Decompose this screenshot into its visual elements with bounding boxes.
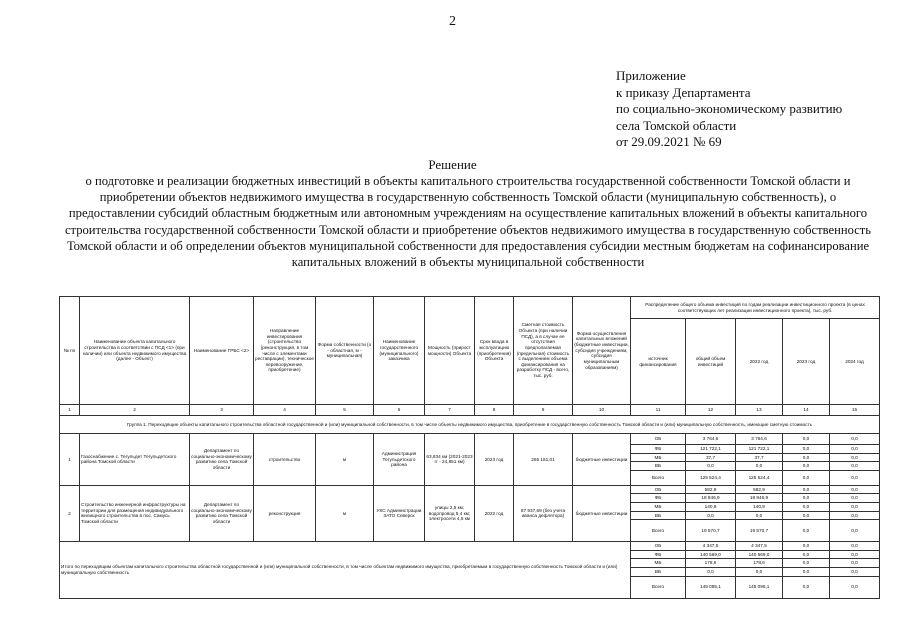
funding-total: 140,9	[686, 502, 736, 511]
funding-2022: 0,0	[736, 511, 783, 520]
funding-source: ВБ	[631, 462, 686, 471]
col-number: 3	[190, 405, 254, 416]
funding-2023: 0,0	[783, 520, 830, 542]
funding-2024: 0,0	[830, 567, 880, 576]
funding-2022: 4 347,5	[736, 542, 783, 551]
funding-total: 140 569,0	[686, 550, 736, 559]
appendix-line: к приказу Департамента	[616, 84, 751, 100]
funding-2024: 0,0	[830, 434, 880, 445]
col-number: 7	[425, 405, 475, 416]
funding-2024: 0,0	[830, 576, 880, 598]
funding-2023: 0,0	[783, 453, 830, 462]
funding-2023: 0,0	[783, 511, 830, 520]
object-term: 2023 год	[475, 434, 514, 486]
header-year-2023: 2023 год	[783, 319, 830, 405]
funding-source: Всего	[631, 470, 686, 485]
header-ownership: Форма собственности (о - областная, м - муниципальная)	[316, 297, 374, 405]
funding-2023: 0,0	[783, 576, 830, 598]
funding-source: ВБ	[631, 567, 686, 576]
col-number: 5	[316, 405, 374, 416]
funding-2024: 0,0	[830, 494, 880, 503]
funding-2022: 3 764,6	[736, 434, 783, 445]
funding-2023: 0,0	[783, 445, 830, 454]
col-number: 13	[736, 405, 783, 416]
header-object-name: Наименование объекта капитального строительства в соответствии с ПСД <1> (при наличии) или объекта недвижимого имущества (далее - Объект)	[80, 297, 190, 405]
funding-total: 0,0	[686, 567, 736, 576]
funding-2022: 37,7	[736, 453, 783, 462]
funding-2023: 0,0	[783, 542, 830, 551]
funding-total: 0,0	[686, 462, 736, 471]
object-term: 2022 год	[475, 485, 514, 541]
funding-2022: 18 846,9	[736, 494, 783, 503]
funding-total: 4 347,5	[686, 542, 736, 551]
object-ownership: м	[316, 434, 374, 486]
appendix-line: Приложение	[616, 68, 686, 83]
funding-2023: 0,0	[783, 462, 830, 471]
appendix-date-number: от 29.09.2021 № 69	[616, 134, 722, 150]
funding-source: МБ	[631, 453, 686, 462]
header-source: источник финансирования	[631, 319, 686, 405]
page-number: 2	[449, 14, 456, 29]
funding-2022: 140,9	[736, 502, 783, 511]
group-title: Группа 1. Переходящие объекты капитального строительства областной государственной и (или) муниципальной собственности, в том числе объекты недвижимого имущества, приобретение в государственную собственность Томской области и (или) муниципальную собственность, имеющие сметную стоимость	[60, 416, 880, 434]
funding-2024: 0,0	[830, 502, 880, 511]
funding-total: 18 846,9	[686, 494, 736, 503]
table-row	[60, 434, 880, 445]
funding-2024: 0,0	[830, 559, 880, 568]
object-grbs: Департамент по социально-экономическому развитию села Томской области	[190, 434, 254, 486]
investment-table	[59, 296, 880, 599]
col-number: 10	[573, 405, 631, 416]
funding-total: 37,7	[686, 453, 736, 462]
funding-2022: 121 722,1	[736, 445, 783, 454]
funding-source: ВБ	[631, 511, 686, 520]
funding-source: ФБ	[631, 494, 686, 503]
funding-source: ОБ	[631, 485, 686, 494]
object-ownership: м	[316, 485, 374, 541]
header-year-2022: 2022 год	[736, 319, 783, 405]
col-number: 4	[254, 405, 316, 416]
object-form: бюджетные инвестиции	[573, 485, 631, 541]
object-cost: 265 181,01	[514, 434, 573, 486]
funding-total: 0,0	[686, 511, 736, 520]
header-grbs: Наименование ГРБС <2>	[190, 297, 254, 405]
table-row	[60, 542, 880, 551]
funding-2022: 0,0	[736, 462, 783, 471]
object-form: бюджетные инвестиции	[573, 434, 631, 486]
object-num: 2	[60, 485, 80, 541]
funding-2024: 0,0	[830, 445, 880, 454]
col-number: 12	[686, 405, 736, 416]
header-distribution: Распределение общего объема инвестиций по годам реализации инвестиционного проекта (в ценах соответствующих лет реализации инвестиционного проекта), тыс. руб.	[631, 297, 880, 319]
object-name: Газоснабжение с. Тегульдет Тегульдетского района Томской области	[80, 434, 190, 486]
object-name: Строительство инженерной инфраструктуры на территории для размещения индивидуального жилищного строительства в пос. Самусь Томской области	[80, 485, 190, 541]
funding-2022: 178,6	[736, 559, 783, 568]
funding-source: ОБ	[631, 434, 686, 445]
funding-2024: 0,0	[830, 520, 880, 542]
funding-source: ФБ	[631, 445, 686, 454]
funding-2022: 145 095,1	[736, 576, 783, 598]
funding-2024: 0,0	[830, 550, 880, 559]
funding-2023: 0,0	[783, 485, 830, 494]
col-number: 11	[631, 405, 686, 416]
funding-total: 19 570,7	[686, 520, 736, 542]
funding-total: 145 095,1	[686, 576, 736, 598]
object-capacity: 63,834 км (2021-2023 гг - 24,851 км)	[425, 434, 475, 486]
funding-total: 3 764,6	[686, 434, 736, 445]
header-cost: Сметная стоимость Объекта (при наличии ПСД), а в случае ее отсутствия предполагаемая (предельная) стоимость с выделением объема финансирования на разработку ПСД - всего, тыс. руб.	[514, 297, 573, 405]
summary-label: Итого по переходящим объектам капитального строительства областной государственной и (или) муниципальной собственности, в том числе объектам недвижимого имущества, приобретаемым в государственную собственность Томской области и (или) муниципальную собственность	[60, 542, 631, 598]
funding-2023: 0,0	[783, 494, 830, 503]
funding-2023: 0,0	[783, 559, 830, 568]
funding-2024: 0,0	[830, 542, 880, 551]
appendix-block	[616, 68, 842, 151]
object-direction: строительство	[254, 434, 316, 486]
appendix-line: по социально-экономическому развитию	[616, 101, 843, 117]
table-row	[60, 485, 880, 494]
col-number: 14	[783, 405, 830, 416]
funding-2023: 0,0	[783, 502, 830, 511]
header-total: общий объем инвестиций	[686, 319, 736, 405]
funding-2024: 0,0	[830, 462, 880, 471]
object-num: 1	[60, 434, 80, 486]
funding-source: ОБ	[631, 542, 686, 551]
header-direction: Направление инвестирования (строительство (реконструкция, в том числе с элементами реставрации), техническое перевооружение, приобретение)	[254, 297, 316, 405]
funding-2024: 0,0	[830, 453, 880, 462]
object-grbs: Департамент по социально-экономическому развитию села Томской области	[190, 485, 254, 541]
header-term: Срок ввода в эксплуатацию (приобретения) Объекта	[475, 297, 514, 405]
col-number: 9	[514, 405, 573, 416]
appendix-line: села Томской области	[616, 117, 737, 133]
header-year-2024: 2024 год	[830, 319, 880, 405]
funding-source: Всего	[631, 576, 686, 598]
funding-2022: 140 569,0	[736, 550, 783, 559]
col-number: 6	[374, 405, 425, 416]
funding-source: МБ	[631, 502, 686, 511]
funding-total: 125 524,4	[686, 470, 736, 485]
funding-total: 178,6	[686, 559, 736, 568]
funding-2024: 0,0	[830, 511, 880, 520]
funding-2023: 0,0	[783, 567, 830, 576]
funding-2023: 0,0	[783, 550, 830, 559]
funding-2022: 125 524,4	[736, 470, 783, 485]
funding-total: 121 722,1	[686, 445, 736, 454]
col-number: 1	[60, 405, 80, 416]
funding-2022: 582,9	[736, 485, 783, 494]
funding-source: ФБ	[631, 550, 686, 559]
object-customer: УКС Администрации ЗАТО Северск	[374, 485, 425, 541]
object-direction: реконструкция	[254, 485, 316, 541]
object-capacity: улицы 2,5 км; водопровод 5,4 км; электросети 4,5 км	[425, 485, 475, 541]
funding-2024: 0,0	[830, 485, 880, 494]
col-number: 8	[475, 405, 514, 416]
funding-2023: 0,0	[783, 470, 830, 485]
funding-2022: 0,0	[736, 567, 783, 576]
funding-2023: 0,0	[783, 434, 830, 445]
funding-source: Всего	[631, 520, 686, 542]
header-capacity: Мощность (прирост мощности) Объекта	[425, 297, 475, 405]
funding-total: 582,9	[686, 485, 736, 494]
col-number: 15	[830, 405, 880, 416]
funding-2022: 19 570,7	[736, 520, 783, 542]
decision-title: Решение	[428, 157, 477, 172]
funding-source: МБ	[631, 559, 686, 568]
decision-text: о подготовке и реализации бюджетных инвестиций в объекты капитального строительства государственной собственности Томской области и приобретении объектов недвижимого имущества в государственную собственность Томской области (муниципальную собственность), о предоставлении субсидий областным бюджетным или автономным учреждениям на осуществление капитальных вложений в объекты капитального строительства государственной собственности Томской области и приобретение объектов недвижимого имущества в государственную собственность Томской области и об определении объектов муниципальной собственности для предоставления субсидии местным бюджетам на софинансирование капитальных вложений в объекты муниципальной собственности	[64, 174, 872, 270]
col-number: 2	[80, 405, 190, 416]
header-form: Форма осуществления капитальных вложений (бюджетные инвестиции, субсидия учреждениям, субсидия муниципальным образованиям)	[573, 297, 631, 405]
funding-2024: 0,0	[830, 470, 880, 485]
header-customer: Наименование государственного (муниципального) заказчика	[374, 297, 425, 405]
object-cost: 87 937,69 (без учета аванса дефлятора)	[514, 485, 573, 541]
header-num: № пп	[60, 297, 80, 405]
object-customer: Администрация Тегульдетского района	[374, 434, 425, 486]
